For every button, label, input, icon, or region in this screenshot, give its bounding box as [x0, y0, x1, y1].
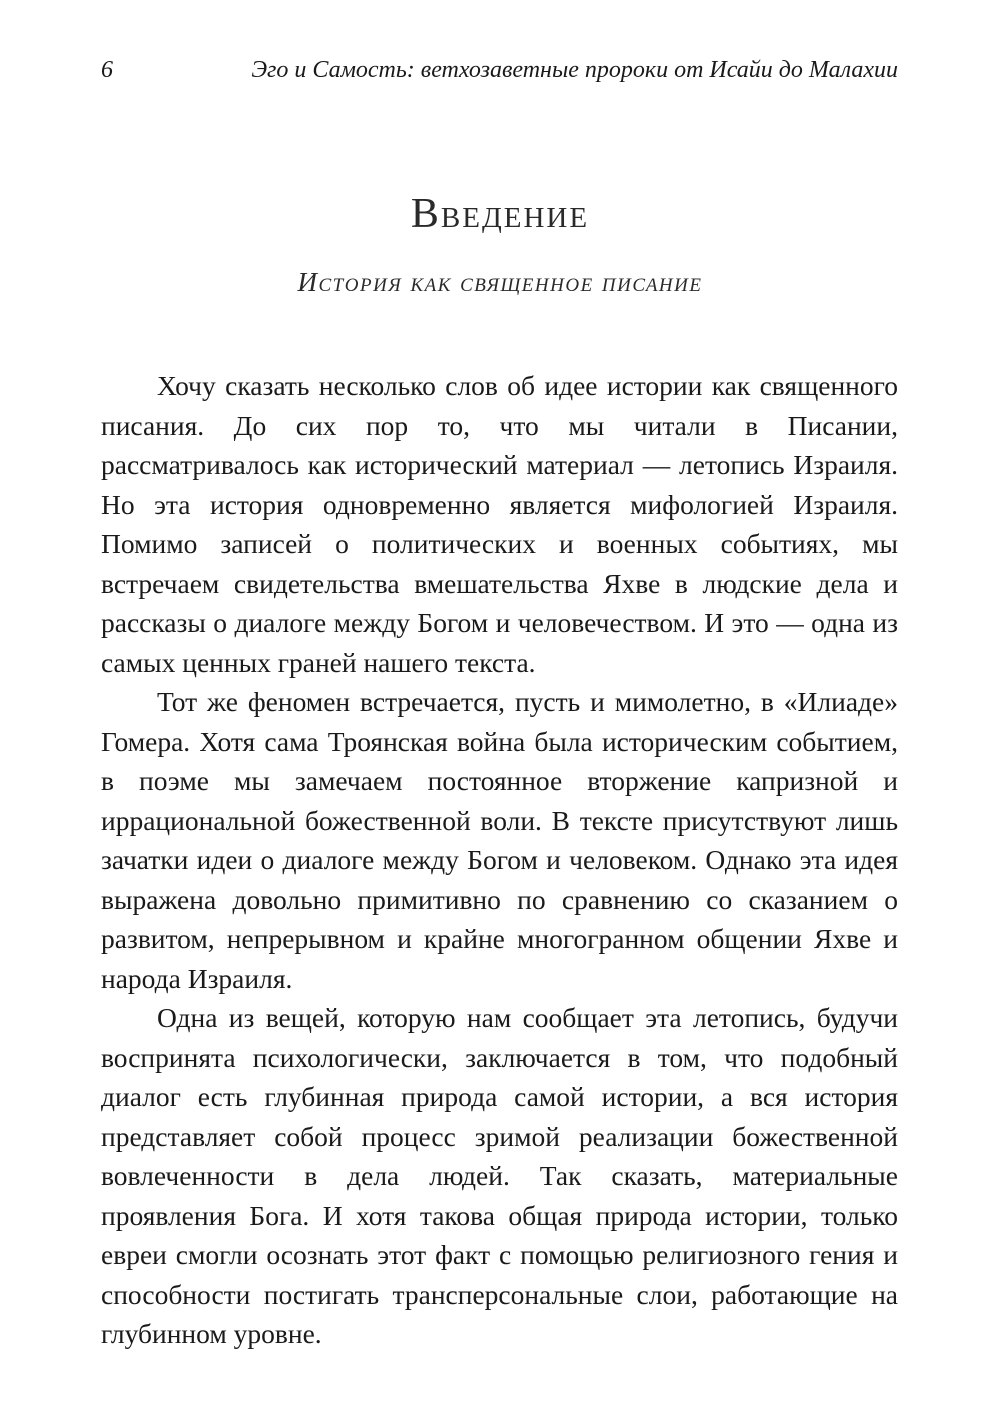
- paragraph: Хочу сказать несколько слов об идее истории как священного писания. До сих пор то, что мы читали в Писании, рассматривалось как исторический материал — летопись Израиля. Но эта история одновременно является мифологией Израиля. Помимо записей о политических и военных событиях, мы встречаем свидетельства вмешательства Яхве в людские дела и рассказы о диалоге между Богом и человечеством. И это — одна из самых ценных граней нашего текста.: [101, 370, 898, 678]
- running-title: Эго и Самость: ветхозаветные пророки от Исайи до Малахии: [251, 57, 898, 83]
- body-text: [101, 366, 898, 1354]
- page-number: 6: [101, 57, 113, 83]
- running-header: [101, 52, 898, 88]
- chapter-title: Введение: [410, 191, 590, 237]
- chapter-subtitle: История как священное писание: [297, 267, 703, 297]
- paragraph: Тот же феномен встречается, пусть и мимолетно, в «Илиаде» Гомера. Хотя сама Троянская война была историческим событием, в поэме мы замечаем постоянное вторжение капризной и иррациональной божественной воли. В тексте присутствуют лишь зачатки идеи о диалоге между Богом и человеком. Однако эта идея выражена довольно примитивно по сравнению со сказанием о развитом, непрерывном и крайне многогранном общении Яхве и народа Израиля.: [101, 686, 898, 994]
- paragraph: Одна из вещей, которую нам сообщает эта летопись, будучи воспринята психологически, заключается в том, что подобный диалог есть глубинная природа самой истории, а вся история представляет собой процесс зримой реализации божественной вовлеченности в дела людей. Так сказать, материальные проявления Бога. И хотя такова общая природа истории, только евреи смогли осознать этот факт с помощью религиозного гения и способности постигать трансперсональные слои, работающие на глубинном уровне.: [101, 1002, 898, 1349]
